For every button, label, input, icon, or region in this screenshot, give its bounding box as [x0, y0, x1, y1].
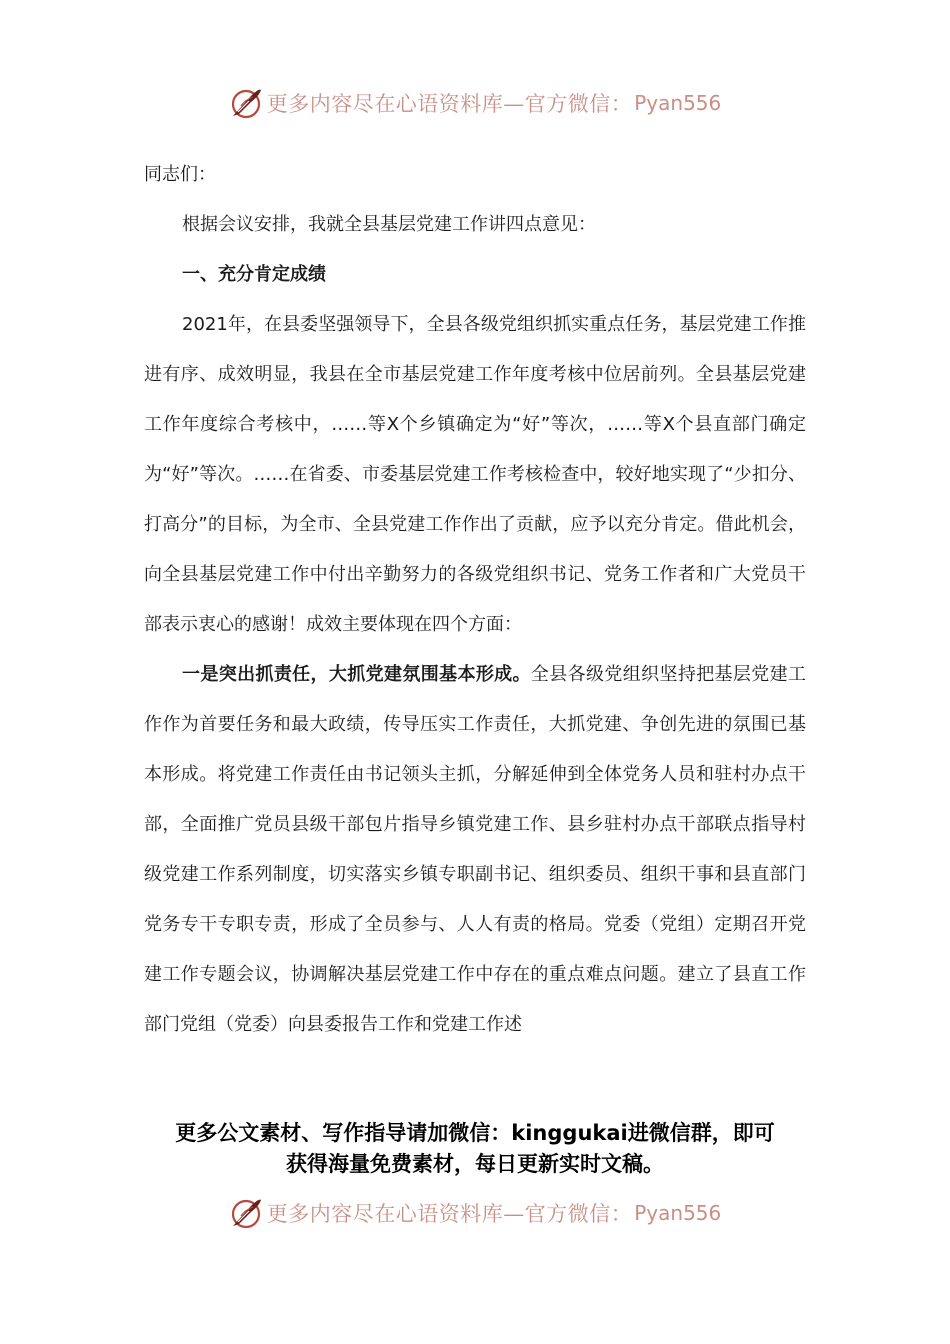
- promo-note-line-2: 获得海量免费素材，每日更新实时文稿。: [286, 1152, 664, 1176]
- watermark-text: 更多内容尽在心语资料库—官方微信：: [266, 1202, 633, 1226]
- section-heading-1: 一、充分肯定成绩: [182, 264, 326, 285]
- header-watermark: [0, 83, 950, 123]
- promo-note: [140, 1118, 810, 1180]
- watermark-wechat-id: Pyan556: [634, 1201, 722, 1225]
- quill-logo-icon: [229, 86, 263, 120]
- watermark-wechat-id: Pyan556: [634, 91, 722, 115]
- greeting: 同志们：: [144, 164, 216, 185]
- footer-watermark: [0, 1193, 950, 1233]
- paragraph-point-1: [144, 650, 806, 1050]
- promo-note-line-1: 更多公文素材、写作指导请加微信：kinggukai进微信群，即可: [175, 1121, 775, 1145]
- quill-logo-icon: [229, 1196, 263, 1230]
- point-1-body: 全县各级党组织坚持把基层党建工作作为首要任务和最大政绩，传导压实工作责任，大抓党建、争创先进的氛围已基本形成。将党建工作责任由书记领头主抓，分解延伸到全体党务人员和驻村办点干部，全面推广党员县级干部包片指导乡镇党建工作、县乡驻村办点干部联点指导村级党建工作系列制度，切实落实乡镇专职副书记、组织委员、组织干事和县直部门党务专干专职专责，形成了全员参与、人人有责的格局。党委（党组）定期召开党建工作专题会议，协调解决基层党建工作中存在的重点难点问题。建立了县直工作部门党组（党委）向县委报告工作和党建工作述: [144, 664, 807, 1035]
- watermark-text: 更多内容尽在心语资料库—官方微信：: [266, 92, 633, 116]
- document-body: [144, 150, 806, 1050]
- paragraph-achievements: 2021年，在县委坚强领导下，全县各级党组织抓实重点任务，基层党建工作推进有序、成效明显，我县在全市基层党建工作年度考核中位居前列。全县基层党建工作年度综合考核中，……等X个乡镇确定为“好”等次，……等X个县直部门确定为“好”等次。……在省委、市委基层党建工作考核检查中，较好地实现了“少扣分、打高分”的目标，为全市、全县党建工作作出了贡献，应予以充分肯定。借此机会，向全县基层党建工作中付出辛勤努力的各级党组织书记、党务工作者和广大党员干部表示衷心的感谢！成效主要体现在四个方面：: [144, 314, 806, 635]
- point-1-lead: 一是突出抓责任，大抓党建氛围基本形成。: [182, 664, 531, 685]
- intro-paragraph: 根据会议安排，我就全县基层党建工作讲四点意见：: [182, 214, 596, 235]
